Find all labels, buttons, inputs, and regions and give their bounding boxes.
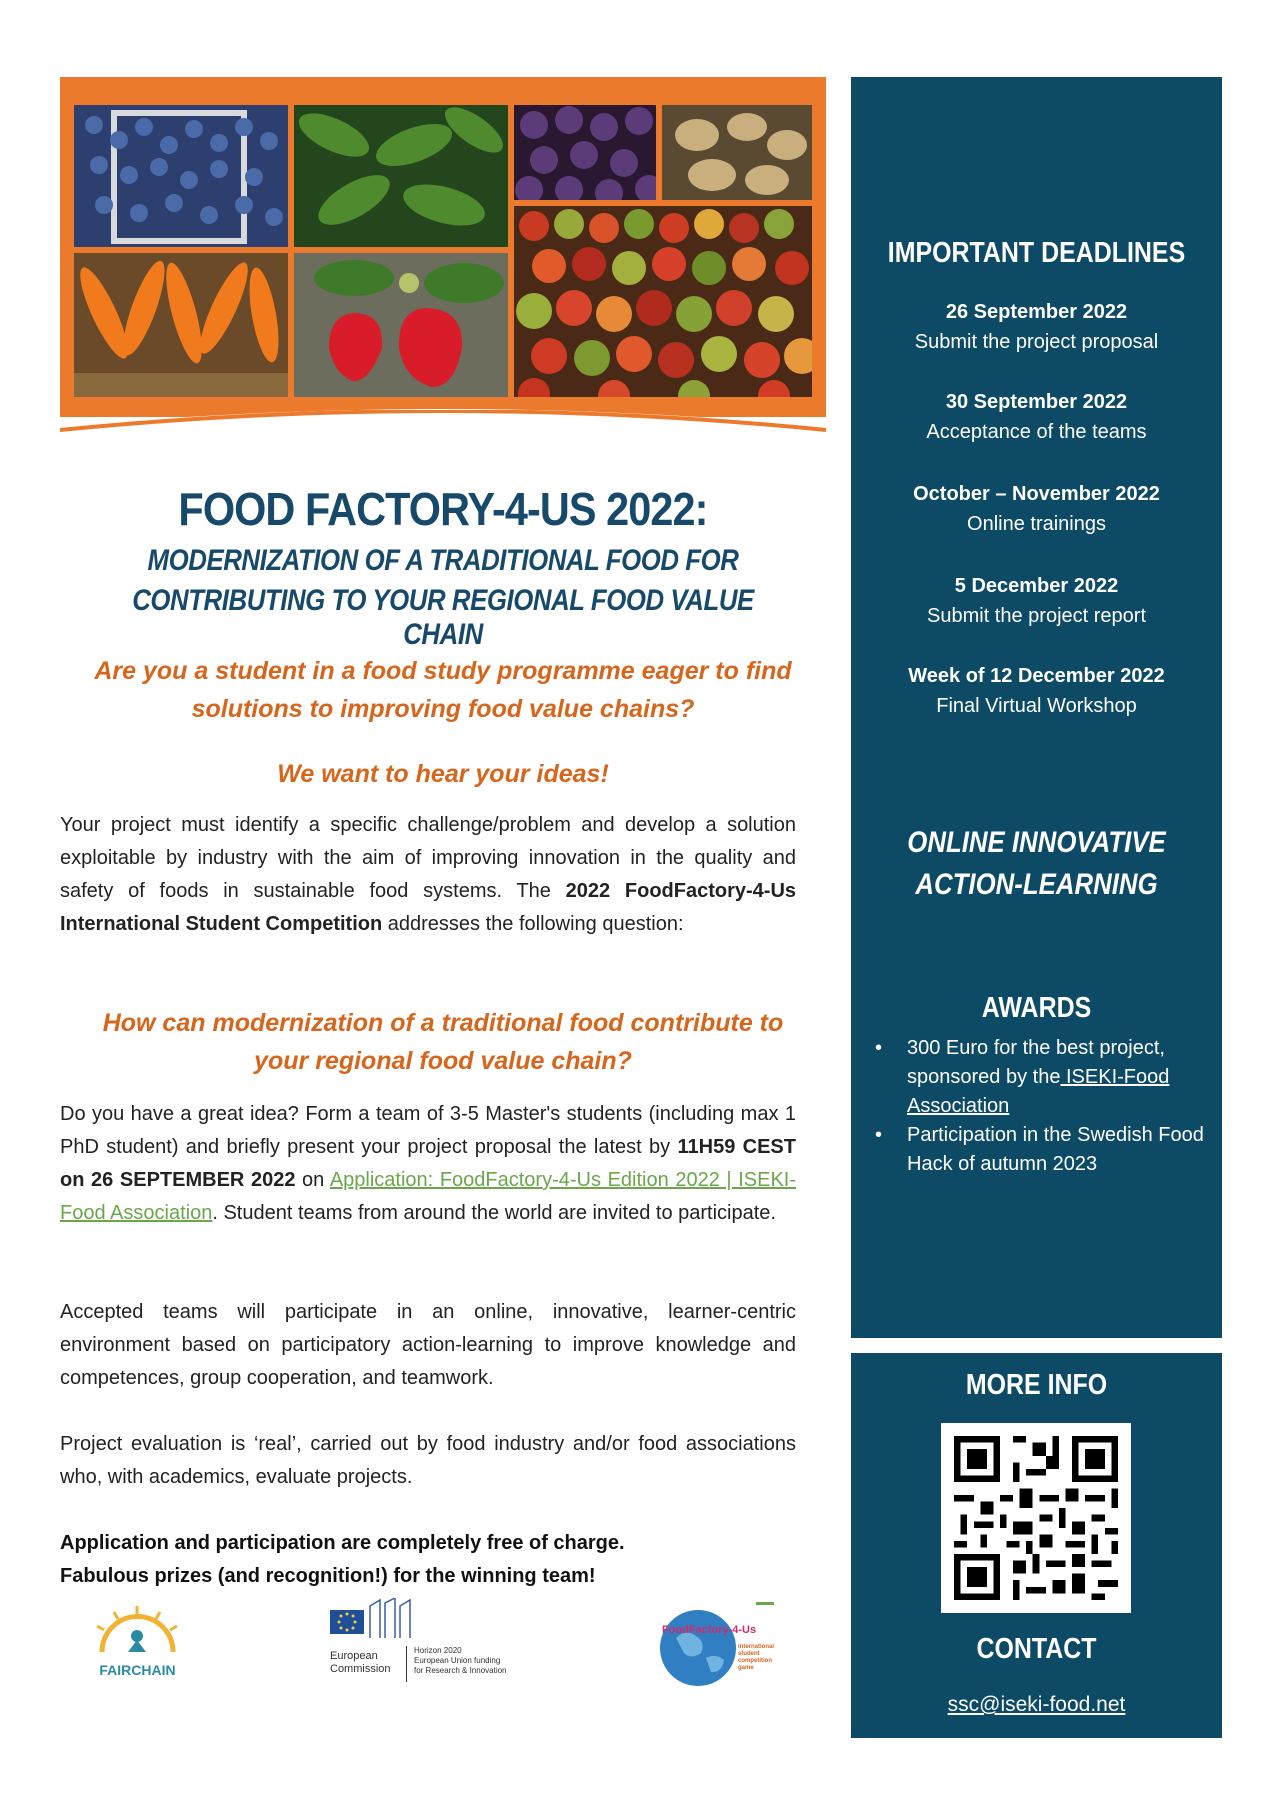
ff4us-label: FoodFactory-4-Us bbox=[662, 1624, 757, 1636]
deadline-task: Acceptance of the teams bbox=[926, 421, 1147, 443]
page-subtitle-line1: MODERNIZATION OF A TRADITIONAL FOOD FOR bbox=[147, 544, 739, 577]
format-heading bbox=[877, 822, 1196, 906]
ec-label-line2: Commission bbox=[330, 1663, 391, 1675]
h2020-line1: Horizon 2020 bbox=[414, 1646, 462, 1655]
body-paragraph-3: Accepted teams will participate in an online, innovative, learner-centric environment based on participatory action-learning to improve knowledge and competences, group cooperation, and teamwork. bbox=[60, 1301, 796, 1389]
hero-photo-collage bbox=[60, 77, 826, 417]
fairchain-logo bbox=[80, 1602, 195, 1682]
key-question-line1: How can modernization of a traditional food contribute to bbox=[102, 1009, 784, 1037]
tomatoes-photo bbox=[514, 206, 812, 400]
contact-email bbox=[851, 1693, 1222, 1717]
deadline-task: Submit the project proposal bbox=[914, 331, 1159, 353]
award-item bbox=[875, 1121, 1205, 1179]
page-subtitle-line2: CONTRIBUTING TO YOUR REGIONAL FOOD VALUE CHAIN bbox=[132, 584, 754, 651]
ff4us-tag2: student bbox=[738, 1651, 760, 1657]
more-info-heading: MORE INFO bbox=[965, 1369, 1108, 1401]
ff4us-tag4: game bbox=[738, 1665, 754, 1671]
carrots-photo bbox=[74, 253, 288, 400]
fairchain-sun-icon bbox=[80, 1602, 195, 1657]
european-commission-logo bbox=[330, 1598, 540, 1688]
body-paragraph-2 bbox=[60, 1098, 796, 1230]
awards-list bbox=[875, 1034, 1205, 1179]
application-link[interactable]: Application: FoodFactory-4-Us Edition 2022 | ISEKI-Food Association bbox=[60, 1169, 797, 1224]
deadline-task: Online trainings bbox=[967, 513, 1106, 535]
qr-code[interactable] bbox=[941, 1423, 1131, 1613]
iseki-link[interactable]: ISEKI-Food Association bbox=[907, 1066, 1170, 1117]
format-line2: ACTION-LEARNING bbox=[915, 868, 1158, 901]
body-paragraph-1 bbox=[60, 809, 796, 941]
deadline-date: Week of 12 December 2022 bbox=[908, 665, 1165, 687]
globe-icon bbox=[656, 1598, 781, 1688]
blueberries-photo bbox=[74, 105, 288, 247]
intro-question-line2: solutions to improving food value chains? bbox=[191, 695, 695, 723]
award1-text: 300 Euro for the best project, sponsored by the bbox=[907, 1037, 1165, 1088]
contact-heading: CONTACT bbox=[976, 1633, 1097, 1665]
p2-text-b: on bbox=[295, 1169, 330, 1191]
deadline-item bbox=[851, 571, 1222, 631]
h2020-line3: for Research & Innovation bbox=[414, 1666, 507, 1675]
deadlines-heading: IMPORTANT DEADLINES bbox=[887, 237, 1186, 269]
strawberries-photo bbox=[294, 253, 508, 400]
bullet-icon: • bbox=[875, 1124, 883, 1146]
awards-heading: AWARDS bbox=[981, 992, 1092, 1024]
foodfactory-4-us-logo bbox=[656, 1598, 781, 1688]
ff4us-tag1: international bbox=[738, 1644, 775, 1650]
potatoes-photo bbox=[662, 105, 812, 200]
deadline-task: Final Virtual Workshop bbox=[936, 695, 1137, 717]
p1-text-a: Your project must identify a specific challenge/problem and develop a solution exploitable by industry with the aim of improving innovation in the quality and safety of foods in sustainable food systems. The bbox=[60, 814, 796, 902]
p2-text-a: Do you have a great idea? Form a team of 3-5 Master's students (including max 1 PhD student) and briefly present your project proposal the latest by bbox=[60, 1103, 796, 1158]
deadline-date: 26 September 2022 bbox=[945, 301, 1128, 323]
deadline-date: 30 September 2022 bbox=[945, 391, 1128, 413]
intro-question-line1: Are you a student in a food study programme eager to find bbox=[94, 657, 792, 685]
deadline-item bbox=[851, 661, 1222, 721]
p2-text-c: . Student teams from around the world are invited to participate. bbox=[212, 1202, 776, 1224]
deadline-date: 5 December 2022 bbox=[954, 575, 1119, 597]
deadline-item bbox=[851, 297, 1222, 357]
deadline-date: October – November 2022 bbox=[913, 483, 1160, 505]
key-question bbox=[60, 1004, 826, 1080]
deadline-task: Submit the project report bbox=[927, 605, 1146, 627]
cucumbers-photo bbox=[294, 105, 508, 247]
ec-label-line1: European bbox=[330, 1650, 378, 1662]
contact-email-link[interactable]: ssc@iseki-food.net bbox=[947, 1693, 1126, 1716]
page-title: FOOD FACTORY-4-US 2022: bbox=[178, 483, 708, 535]
hero-orange-curve bbox=[60, 410, 826, 440]
p1-competition-name: 2022 FoodFactory-4-Us International Student Competition bbox=[60, 880, 797, 935]
key-question-line2: your regional food value chain? bbox=[254, 1047, 632, 1075]
ec-building-icon bbox=[330, 1598, 420, 1642]
intro-call: We want to hear your ideas! bbox=[277, 760, 609, 788]
h2020-line2: European Union funding bbox=[414, 1656, 501, 1665]
body-paragraph-4: Project evaluation is ‘real’, carried out by food industry and/or food associations who, with academics, evaluate projects. bbox=[60, 1433, 796, 1488]
intro-question bbox=[60, 652, 826, 728]
format-line1: ONLINE INNOVATIVE bbox=[907, 826, 1166, 859]
award2-text: Participation in the Swedish Food Hack of autumn 2023 bbox=[907, 1124, 1204, 1175]
closing-line1: Application and participation are completely free of charge. bbox=[60, 1532, 625, 1554]
qr-code-icon bbox=[941, 1423, 1131, 1613]
plums-photo bbox=[514, 105, 656, 200]
ec-divider bbox=[406, 1646, 407, 1682]
bullet-icon: • bbox=[875, 1037, 883, 1059]
closing-statement bbox=[60, 1527, 826, 1593]
deadline-item bbox=[851, 479, 1222, 539]
fairchain-label: FAIRCHAIN bbox=[99, 1662, 176, 1678]
ff4us-tag3: competition bbox=[738, 1658, 772, 1664]
p2-deadline: 11H59 CEST on 26 SEPTEMBER 2022 bbox=[60, 1136, 796, 1191]
p1-text-b: addresses the following question: bbox=[382, 913, 684, 935]
closing-line2: Fabulous prizes (and recognition!) for the winning team! bbox=[60, 1565, 596, 1587]
sidebar-contact-panel bbox=[851, 1353, 1222, 1738]
award-item bbox=[875, 1034, 1205, 1121]
deadline-item bbox=[851, 387, 1222, 447]
